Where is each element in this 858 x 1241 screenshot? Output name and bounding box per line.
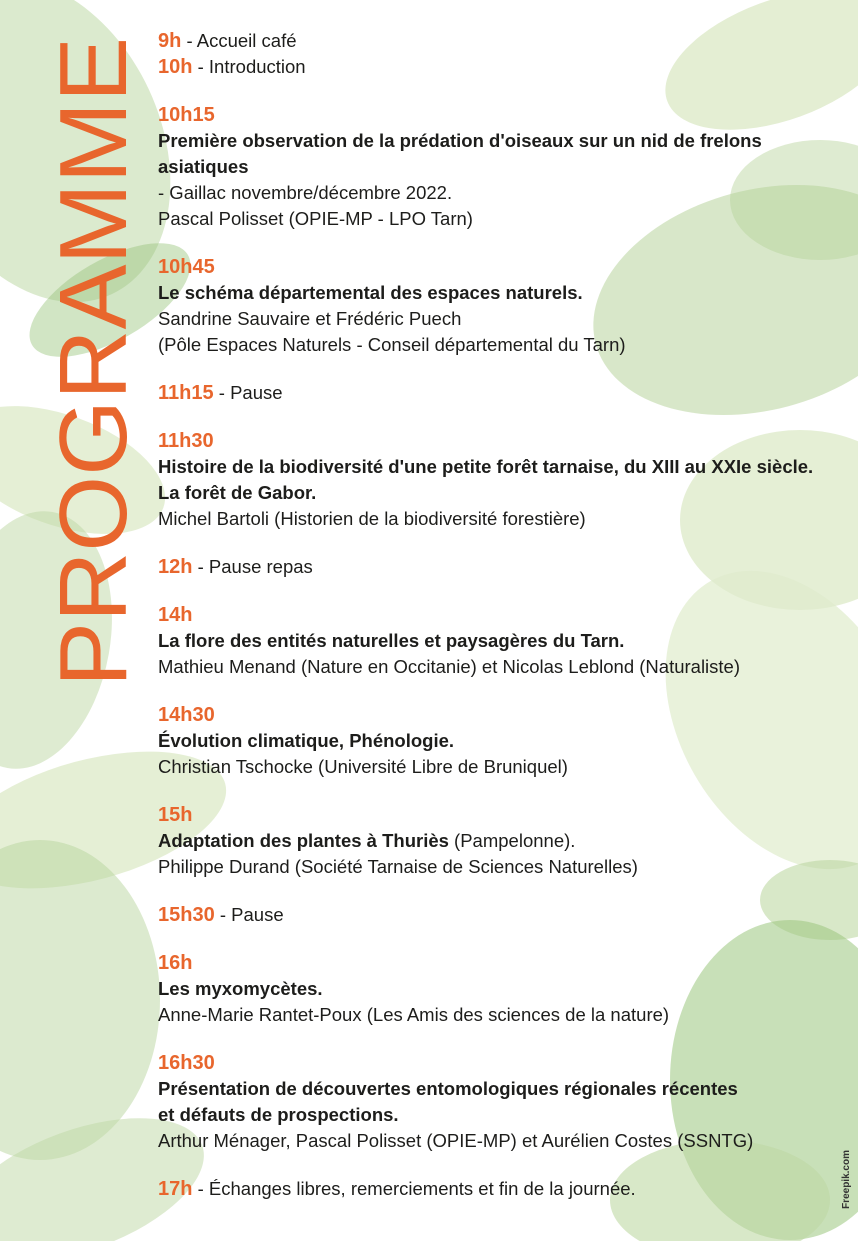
schedule-item bbox=[158, 102, 838, 232]
talk-title: Présentation de découvertes entomologiques régionales récentes bbox=[158, 1078, 738, 1099]
schedule-item bbox=[158, 802, 838, 880]
image-credit: Freepik.com bbox=[841, 1150, 852, 1209]
talk-subtitle: et défauts de prospections. bbox=[158, 1104, 399, 1125]
talk-title: Histoire de la biodiversité d'une petite forêt tarnaise, du XIII au XXIe siècle. bbox=[158, 456, 814, 477]
talk-title: Adaptation des plantes à Thuriès bbox=[158, 830, 449, 851]
slot-time: 10h15 bbox=[158, 104, 215, 126]
schedule-item: 11h15 - Pause bbox=[158, 382, 283, 404]
schedule-item: 17h - Échanges libres, remerciements et fin de la journée. bbox=[158, 1178, 636, 1200]
slot-text: Pause repas bbox=[208, 556, 313, 577]
talk-title: Les myxomycètes. bbox=[158, 978, 323, 999]
talk-speaker: Philippe Durand (Société Tarnaise de Sciences Naturelles) bbox=[158, 856, 638, 877]
slot-time: 10h45 bbox=[158, 256, 215, 278]
schedule-item bbox=[158, 428, 838, 532]
slot-time: 16h bbox=[158, 952, 193, 974]
schedule-item: 10h - Introduction bbox=[158, 56, 306, 78]
schedule-item bbox=[158, 1050, 838, 1154]
slot-time: 11h30 bbox=[158, 430, 214, 452]
leaf-shape bbox=[0, 840, 160, 1160]
talk-title: La flore des entités naturelles et paysagères du Tarn. bbox=[158, 630, 625, 651]
slot-time: 15h bbox=[158, 804, 193, 826]
schedule-item: 9h - Accueil café bbox=[158, 30, 297, 52]
talk-speaker: Michel Bartoli (Historien de la biodiversité forestière) bbox=[158, 508, 586, 529]
talk-speaker: Mathieu Menand (Nature en Occitanie) et Nicolas Leblond (Naturaliste) bbox=[158, 656, 741, 677]
slot-time: 12h bbox=[158, 556, 193, 578]
slot-text: Accueil café bbox=[196, 30, 297, 51]
programme-title-text: PROGRAMME bbox=[40, 46, 138, 687]
talk-speaker: Anne-Marie Rantet-Poux (Les Amis des sciences de la nature) bbox=[158, 1004, 670, 1025]
slot-time: 14h30 bbox=[158, 704, 215, 726]
slot-time: 11h15 bbox=[158, 382, 214, 404]
schedule-item bbox=[158, 950, 838, 1028]
talk-line: - Gaillac novembre/décembre 2022. bbox=[158, 182, 453, 203]
schedule-item bbox=[158, 254, 838, 358]
slot-time: 14h bbox=[158, 604, 193, 626]
talk-subtitle: La forêt de Gabor. bbox=[158, 482, 317, 503]
talk-title: Première observation de la prédation d'oiseaux sur un nid de frelons asiatiques bbox=[158, 130, 762, 177]
slot-time: 17h bbox=[158, 1178, 193, 1200]
slot-text: Pause bbox=[231, 904, 284, 925]
slot-time: 10h bbox=[158, 56, 193, 78]
slot-time: 15h30 bbox=[158, 904, 215, 926]
schedule-item bbox=[158, 702, 838, 780]
slot-time: 16h30 bbox=[158, 1052, 215, 1074]
talk-speaker: Pascal Polisset (OPIE-MP - LPO Tarn) bbox=[158, 208, 473, 229]
schedule-item: 12h - Pause repas bbox=[158, 556, 313, 578]
slot-text: Introduction bbox=[208, 56, 306, 77]
schedule bbox=[158, 28, 838, 1202]
talk-speaker: Christian Tschocke (Université Libre de Bruniquel) bbox=[158, 756, 568, 777]
slot-text: Échanges libres, remerciements et fin de la journée. bbox=[208, 1178, 636, 1199]
schedule-item: 15h30 - Pause bbox=[158, 904, 284, 926]
talk-speaker: Arthur Ménager, Pascal Polisset (OPIE-MP) et Aurélien Costes (SSNTG) bbox=[158, 1130, 754, 1151]
talk-title: Évolution climatique, Phénologie. bbox=[158, 730, 455, 751]
talk-affiliation: (Pôle Espaces Naturels - Conseil départemental du Tarn) bbox=[158, 334, 626, 355]
slot-time: 9h bbox=[158, 30, 182, 52]
talk-title: Le schéma départemental des espaces naturels. bbox=[158, 282, 583, 303]
schedule-item bbox=[158, 602, 838, 680]
programme-title bbox=[28, 22, 138, 692]
talk-location: (Pampelonne). bbox=[448, 830, 576, 851]
talk-speaker: Sandrine Sauvaire et Frédéric Puech bbox=[158, 308, 462, 329]
slot-text: Pause bbox=[230, 382, 283, 403]
